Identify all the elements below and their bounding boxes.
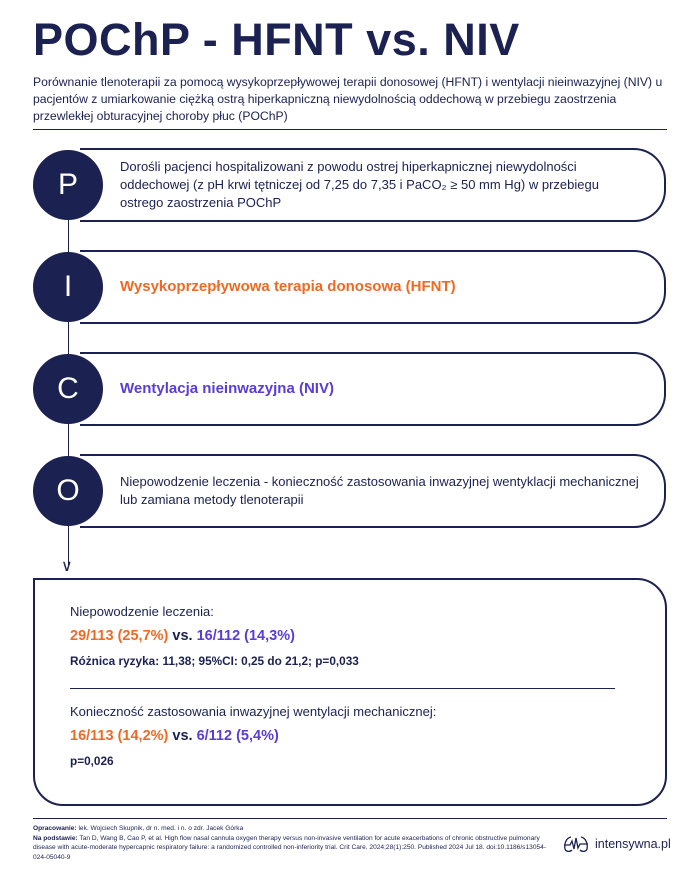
result-2-vs: vs. <box>168 728 197 744</box>
footer-divider <box>33 818 667 819</box>
lungs-pulse-icon <box>563 834 589 854</box>
result-1-label: Niepowodzenie leczenia: <box>70 604 214 619</box>
pico-text-c: Wentylacja nieinwazyjna (NIV) <box>120 380 334 397</box>
pico-circle-i: I <box>33 252 103 322</box>
footer-source-text: Tan D, Wang B, Cao P, et al. High flow nasal cannula oxygen therapy versus non-invasive ventilation for acute exacerbations of chronic obstructive pulmonary disease with acute-moderate hypercapnic respiratory failure: a randomized controlled non-inferiority trial. Crit Care. 2024;28(1):250. Published 2024 Jul 18. doi:10.1186/s13054-024-05040-9 <box>33 834 547 861</box>
footer-author <box>33 824 553 834</box>
pico-box-p <box>80 148 666 222</box>
page-title: POChP - HFNT vs. NIV <box>33 14 520 65</box>
result-1-stat: Różnica ryzyka: 11,38; 95%CI: 0,25 do 21,2; p=0,033 <box>70 654 359 668</box>
pico-box-o <box>80 454 666 528</box>
pico-text-p: Dorośli pacjenci hospitalizowani z powodu ostrej hiperkapnicznej niewydolności oddechowej (z pH krwi tętniczej od 7,25 do 7,35 i PaCO₂ ≥ 50 mm Hg) w przebiegu ostrego zaostrzenia POChP <box>120 159 599 210</box>
footer-credits <box>33 824 553 862</box>
pico-text-o: Niepowodzenie leczenia - konieczność zastosowania inwazyjnej wentyklacji mechanicznej lub zamiana metody tlenoterapii <box>120 474 639 507</box>
pico-circle-c: C <box>33 354 103 424</box>
page-subtitle: Porównanie tlenoterapii za pomocą wysykoprzepływowej terapii donosowej (HFNT) i wentylacji nieinwazyjnej (NIV) u pacjentów z umiarkowanie ciężką ostrą hiperkapniczną niewydolnością oddechową w przebiegu zaostrzenia przewlekłej obturacyjnej choroby płuc (POChP) <box>33 75 663 123</box>
brand-name[interactable]: intensywna.pl <box>595 837 671 851</box>
result-2-niv: 6/112 (5,4%) <box>196 728 279 744</box>
pico-circle-p: P <box>33 150 103 220</box>
result-2-stat: p=0,026 <box>70 754 114 768</box>
footer-author-label: Opracowanie: <box>33 825 77 832</box>
pico-circle-o: O <box>33 456 103 526</box>
result-2-hfnt: 16/113 (14,2%) <box>70 728 169 744</box>
brand-logo[interactable] <box>563 834 671 854</box>
pico-text-i: Wysykoprzepływowa terapia donosowa (HFNT) <box>120 278 456 295</box>
results-box <box>33 578 667 806</box>
result-1-vs: vs. <box>168 628 197 644</box>
footer-source-label: Na podstawie: <box>33 834 78 842</box>
result-1-values <box>70 628 295 644</box>
result-1-hfnt: 29/113 (25,7%) <box>70 628 169 644</box>
footer-author-text: lek. Wojciech Skupnik, dr n. med. i n. o zdr. Jacek Górka <box>76 825 244 832</box>
pico-box-c <box>80 352 666 426</box>
arrow-down-icon: ∨ <box>61 558 73 575</box>
results-divider <box>70 688 615 689</box>
header-divider <box>33 129 667 130</box>
footer-source <box>33 834 553 863</box>
result-2-values <box>70 728 279 744</box>
result-1-niv: 16/112 (14,3%) <box>196 628 295 644</box>
result-2-label: Konieczność zastosowania inwazyjnej wentylacji mechanicznej: <box>70 704 437 719</box>
pico-box-i <box>80 250 666 324</box>
